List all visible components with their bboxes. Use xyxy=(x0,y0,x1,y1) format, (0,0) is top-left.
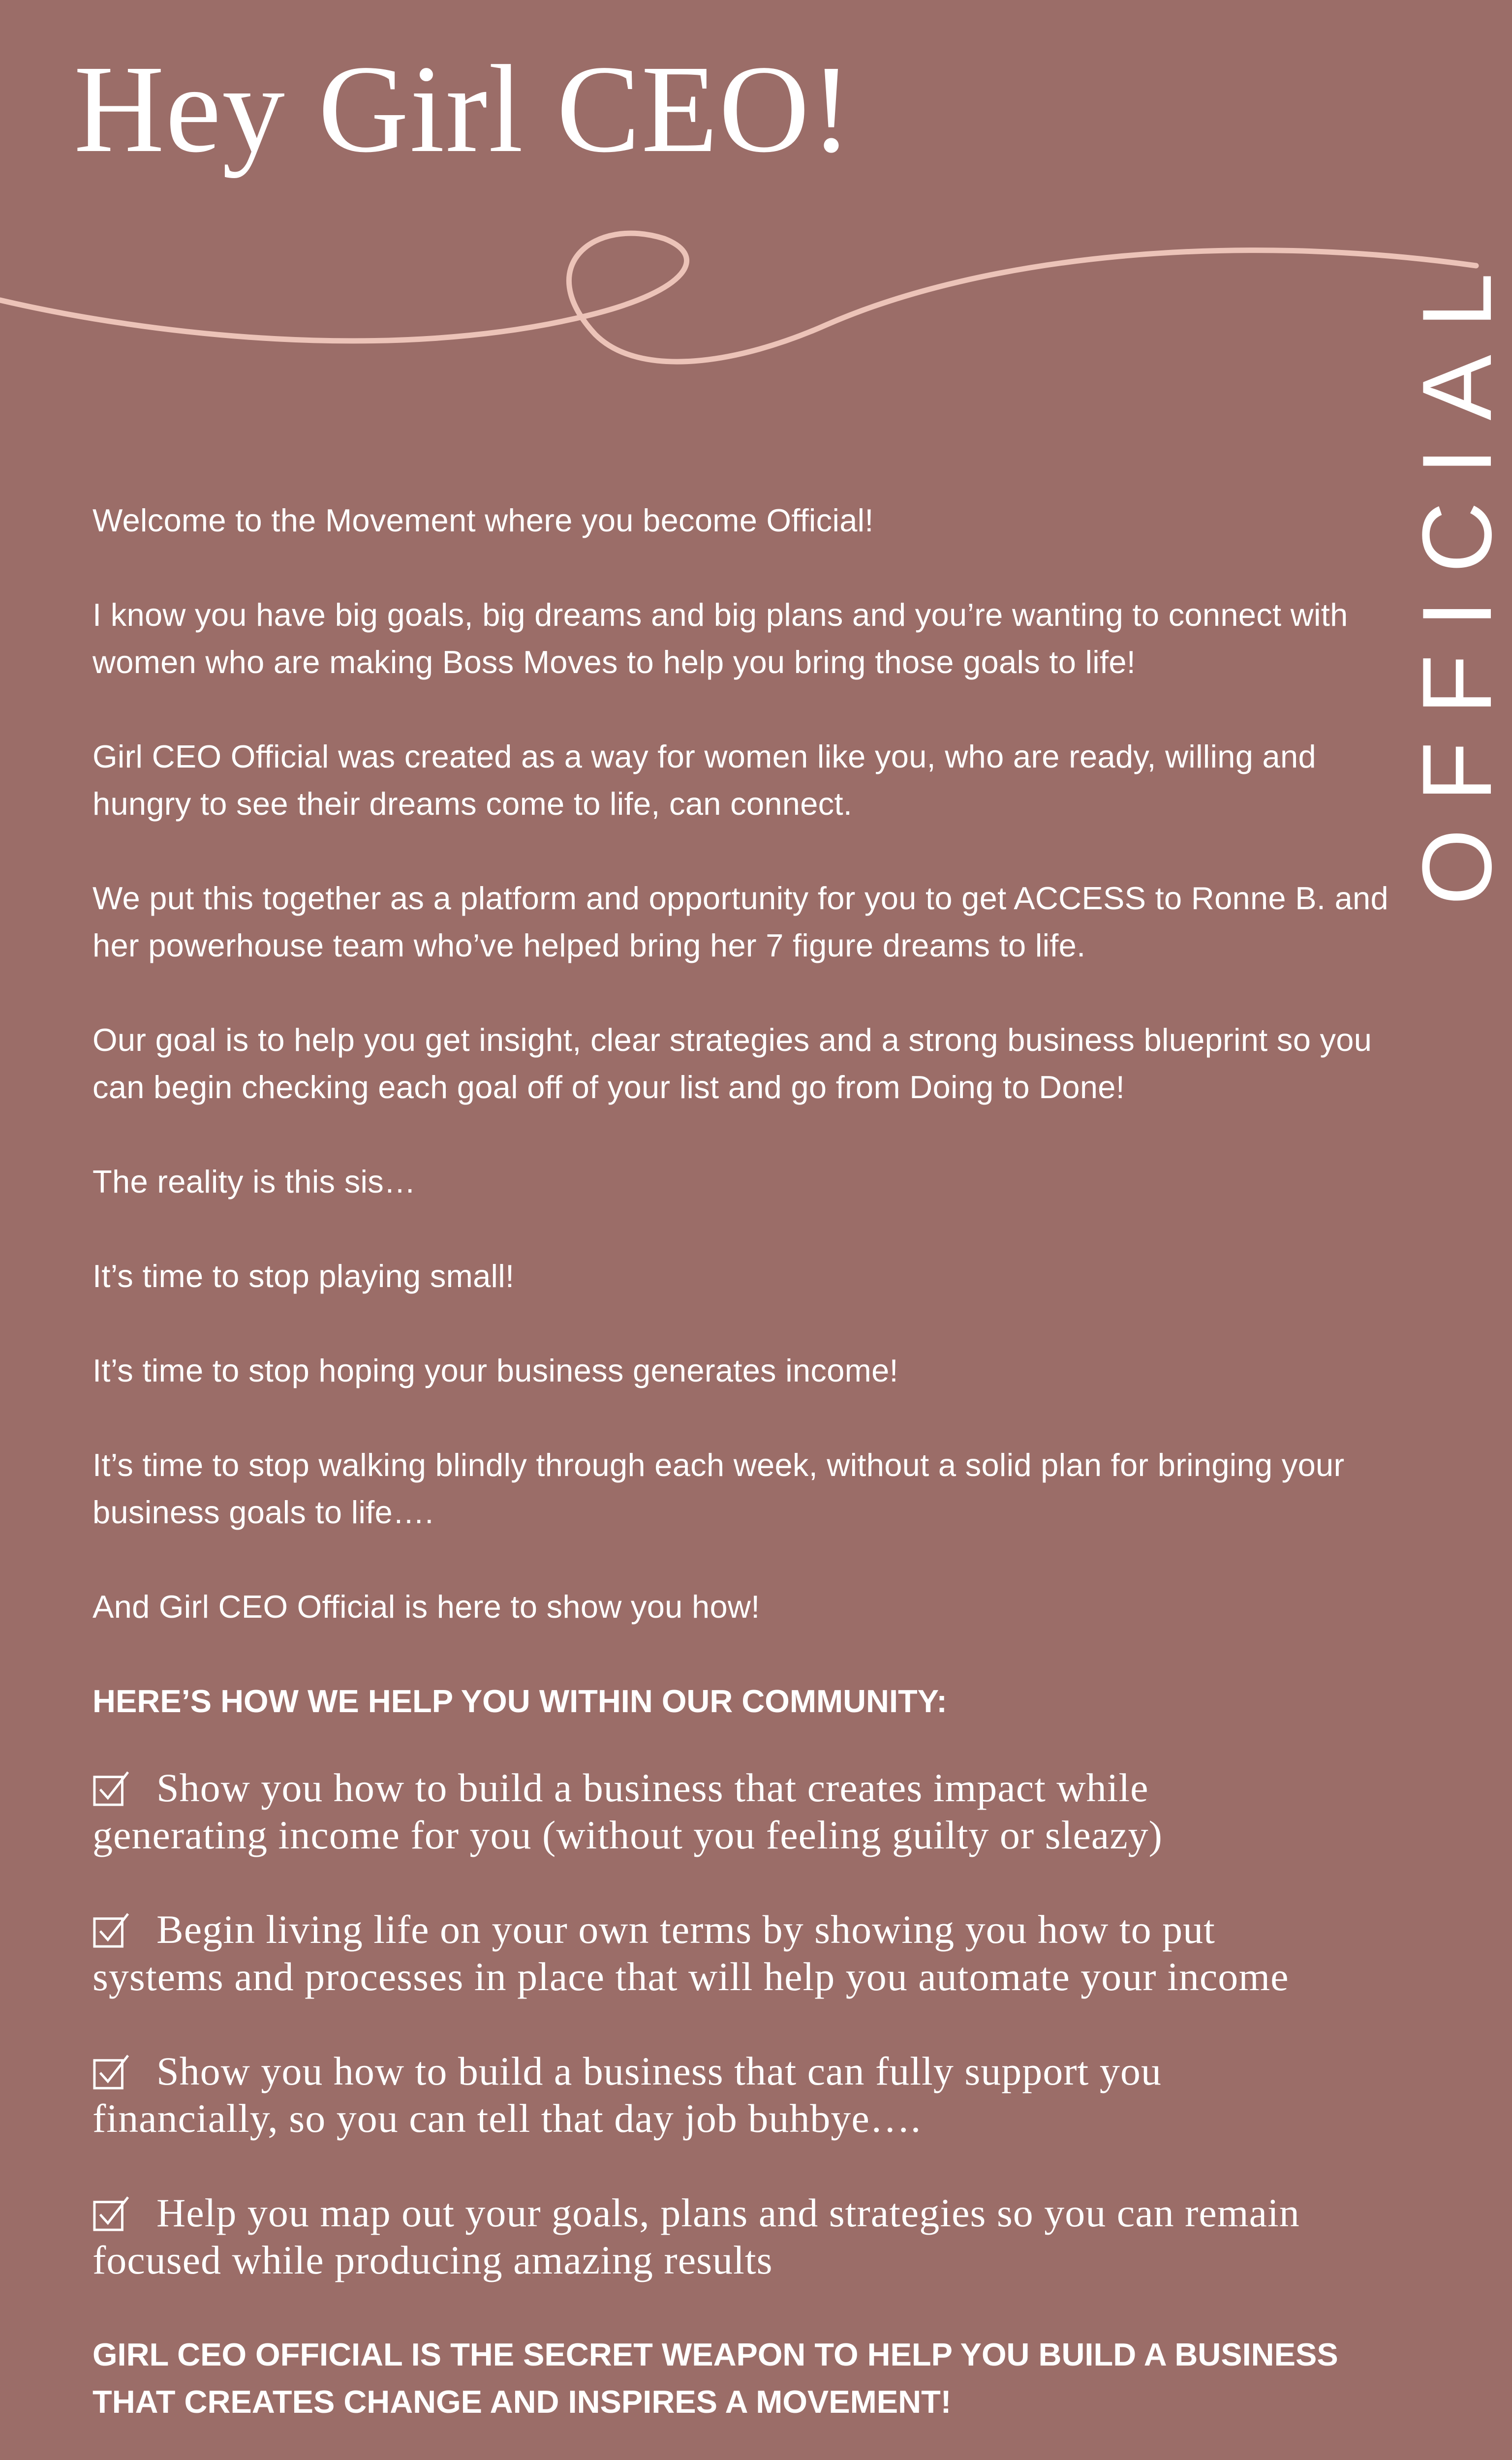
benefit-text: Begin living life on your own terms by showing you how to put systems and processes in place that will help you automate your income xyxy=(93,1907,1289,1999)
checkbox-check-icon xyxy=(93,1912,131,1950)
checkbox-check-icon xyxy=(93,2054,131,2092)
decorative-swirl xyxy=(0,207,1476,394)
benefit-text: Help you map out your goals, plans and strategies so you can remain focused while producing amazing results xyxy=(93,2190,1300,2282)
page-title: Hey Girl CEO! xyxy=(74,40,854,179)
benefit-text: Show you how to build a business that creates impact while generating income for you (without you feeling guilty or sleazy) xyxy=(93,1765,1163,1857)
paragraph-our-goal: Our goal is to help you get insight, clear strategies and a strong business blueprint so you can begin checking each goal off of your list and go from Doing to Done! xyxy=(93,1022,1372,1105)
checkbox-check-icon xyxy=(93,2195,131,2234)
paragraph-stop-small: It’s time to stop playing small! xyxy=(93,1258,515,1294)
paragraph-welcome: Welcome to the Movement where you become Official! xyxy=(93,502,874,538)
benefit-item xyxy=(93,2189,1323,2284)
benefit-item xyxy=(93,2048,1323,2142)
closing-statement: GIRL CEO OFFICIAL IS THE SECRET WEAPON TO HELP YOU BUILD A BUSINESS THAT CREATES CHANGE AND INSPIRES A MOVEMENT! xyxy=(93,2337,1338,2420)
benefit-text: Show you how to build a business that can fully support you financially, so you can tell that day job buhbye…. xyxy=(93,2049,1162,2141)
paragraph-goals: I know you have big goals, big dreams and big plans and you’re wanting to connect with women who are making Boss Moves to help you bring those goals to life! xyxy=(93,597,1348,680)
benefit-item xyxy=(93,1906,1323,2000)
paragraph-created: Girl CEO Official was created as a way for women like you, who are ready, willing and hungry to see their dreams come to life, can connect. xyxy=(93,738,1316,822)
paragraph-stop-walking: It’s time to stop walking blindly through each week, without a solid plan for bringing your business goals to life…. xyxy=(93,1447,1345,1530)
paragraph-stop-hoping: It’s time to stop hoping your business generates income! xyxy=(93,1353,898,1388)
paragraph-show-how: And Girl CEO Official is here to show you how! xyxy=(93,1589,760,1625)
community-heading: HERE’S HOW WE HELP YOU WITHIN OUR COMMUNITY: xyxy=(93,1683,947,1719)
side-word-official: OFFICIAL xyxy=(1402,246,1512,905)
checkbox-check-icon xyxy=(93,1770,131,1809)
paragraph-reality: The reality is this sis… xyxy=(93,1164,416,1199)
paragraph-platform: We put this together as a platform and opportunity for you to get ACCESS to Ronne B. and her powerhouse team who’ve helped bring her 7 figure dreams to life. xyxy=(93,880,1389,963)
benefit-item xyxy=(93,1764,1323,1859)
main-content xyxy=(93,497,1396,2426)
